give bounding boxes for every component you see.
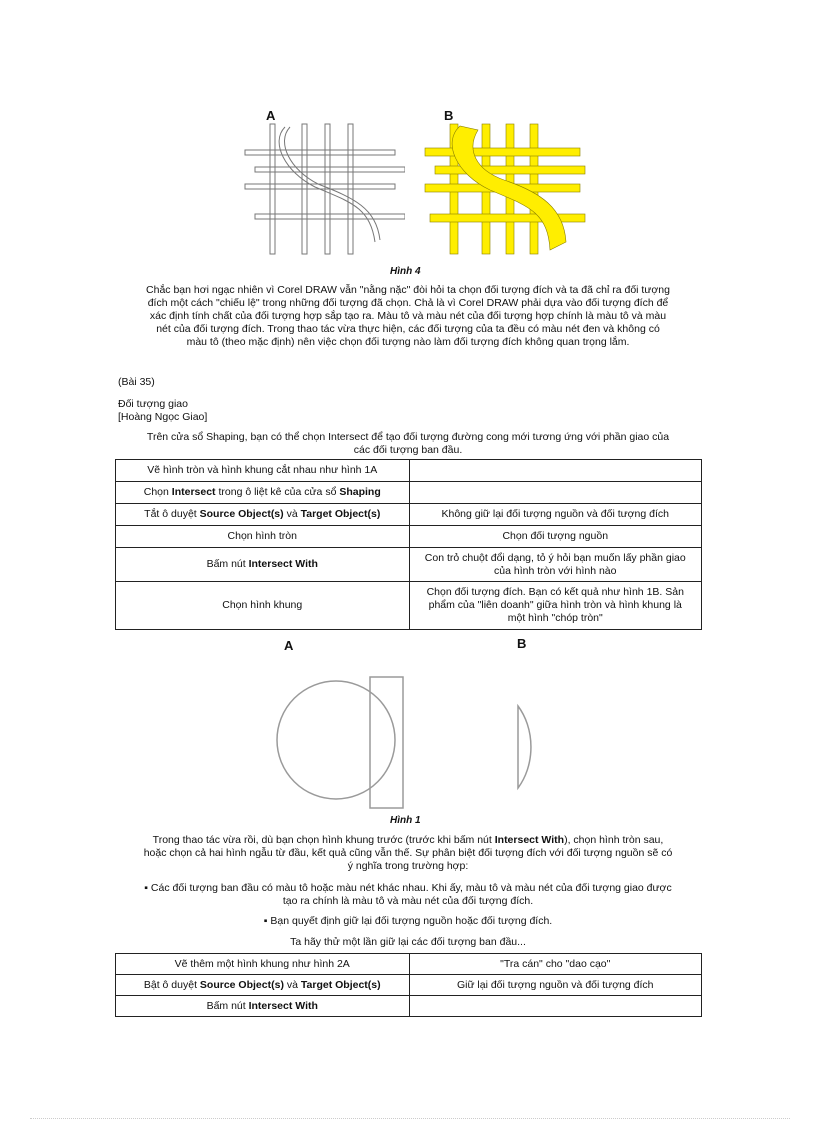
table-cell [116, 482, 410, 504]
cell-bold-text: Intersect With [248, 558, 318, 570]
table-cell [116, 996, 410, 1017]
table-cell: Vẽ thêm một hình khung như hình 2A [116, 954, 410, 975]
cell-text: Tắt ô duyệt [144, 508, 200, 520]
fig1b-intersection-shape [510, 700, 550, 795]
cell-bold-text: Source Object(s) [199, 978, 284, 991]
cell-bold-text: Shaping [339, 486, 381, 498]
table-cell: Giữ lại đối tượng nguồn và đối tượng đích [409, 975, 702, 996]
cell-line: Con trỏ chuột đổi dạng, tỏ ý hỏi bạn muốn lấy phần giao [424, 551, 686, 564]
fig1-label-a: A [284, 638, 294, 653]
cell-line: phẩm của "liên doanh" giữa hình tròn và hình khung là [428, 599, 682, 611]
paragraph-line: Trên cửa sổ Shaping, bạn có thể chọn Intersect để tạo đối tượng đường cong mới tương ứng với phần giao của [146, 431, 670, 443]
cell-text: trong ô liệt kê của cửa sổ [215, 486, 340, 498]
lesson-number: (Bài 35) [118, 376, 155, 388]
fig4-label-a: A [266, 108, 276, 123]
paragraph-line: ▪ Các đối tượng ban đầu có màu tô hoặc màu nét khác nhau. Khi ấy, màu tô và màu nét của đối tượng giao được [144, 882, 672, 894]
paragraph-line: đích một cách "chiếu lệ" trong những đối tượng đã chọn. Chả là vì Corel DRAW phải dựa vào đối tượng đích để [147, 297, 669, 309]
cell-line: một hình "chóp tròn" [507, 612, 603, 624]
paragraph-line: tạo ra chính là màu tô và màu nét của đối tượng đích. [282, 895, 534, 907]
table-cell: Chọn hình tròn [116, 526, 410, 548]
paragraph-line: xác định tính chất của đối tượng hợp sắp tạo ra. Màu tô và màu nét của đối tượng hợp chính là màu tô và màu [149, 310, 667, 322]
article-title: Đối tượng giao [118, 398, 188, 410]
fig1a-circle-and-frame [270, 668, 420, 813]
cell-text: Bấm nút [206, 558, 249, 570]
cell-text: Bật ô duyệt [143, 978, 200, 991]
fig1-caption: Hình 1 [390, 815, 421, 826]
cell-bold-text: Target Object(s) [300, 508, 381, 520]
table-cell [409, 460, 702, 482]
steps-table-2 [115, 953, 702, 1017]
table-cell [409, 582, 702, 630]
paragraph-line: ý nghĩa trong trường hợp: [347, 860, 469, 872]
paragraph-target-object [118, 284, 698, 349]
page-bottom-divider [30, 1118, 790, 1119]
paragraph-line [118, 834, 698, 847]
table-cell: Không giữ lại đối tượng nguồn và đối tượng đích [409, 504, 702, 526]
cell-text: và [283, 978, 301, 991]
cell-bold-text: Intersect [171, 486, 216, 498]
cell-text: và [283, 508, 301, 520]
fig4-caption: Hình 4 [390, 266, 421, 277]
table-cell [116, 504, 410, 526]
article-author: [Hoàng Ngọc Giao] [118, 411, 208, 423]
table-row [116, 482, 702, 504]
table-row [116, 504, 702, 526]
table-row [116, 996, 702, 1017]
paragraph-line: hoặc chọn cả hai hình ngẫu từ đầu, kết quả cũng vẫn thế. Sự phân biệt đối tượng đích với đối tượng nguồn sẽ có [143, 847, 673, 859]
bullet-item-colors [118, 882, 698, 908]
intro-paragraph [118, 431, 698, 457]
table-row [116, 954, 702, 975]
table-cell: "Tra cán" cho "dao cạo" [409, 954, 702, 975]
table-cell [409, 996, 702, 1017]
cell-bold-text: Source Object(s) [199, 508, 284, 520]
table-cell: Vẽ hình tròn và hình khung cắt nhau như hình 1A [116, 460, 410, 482]
table-cell [116, 548, 410, 582]
cell-text: Chọn [143, 486, 172, 498]
steps-table-1 [115, 459, 702, 630]
fig4a-grid-drawing [240, 122, 405, 262]
table-row [116, 548, 702, 582]
fig4b-grid-drawing [420, 122, 590, 262]
cell-bold-text: Intersect With [248, 999, 318, 1012]
table-row [116, 582, 702, 630]
fig1-label-b: B [517, 636, 527, 651]
bold-text: Intersect With [494, 834, 565, 846]
text: ), chọn hình tròn sau, [564, 834, 664, 846]
paragraph-line: nét của đối tượng đích. Trong thao tác vừa thực hiện, các đối tượng của ta đều có màu nét đen và không có [156, 323, 660, 335]
cell-line: của hình tròn với hình nào [494, 564, 617, 577]
paragraph-line: các đối tượng ban đầu. [353, 444, 463, 456]
cell-text: Bấm nút [206, 999, 249, 1012]
table-row [116, 975, 702, 996]
try-line: Ta hãy thử một lần giữ lại các đối tượng ban đầu... [290, 936, 526, 948]
cell-line: Chọn đối tượng đích. Bạn có kết quả như hình 1B. Sản [426, 586, 684, 598]
table-cell [409, 548, 702, 582]
paragraph-line: màu tô (theo mặc định) nên việc chọn đối tượng nào làm đối tượng đích không quan trọng lắm. [186, 336, 630, 348]
fig4-label-b: B [444, 108, 454, 123]
table-row [116, 526, 702, 548]
table-cell: Chọn đối tượng nguồn [409, 526, 702, 548]
paragraph-target-vs-source [118, 834, 698, 873]
text: Trong thao tác vừa rồi, dù bạn chọn hình khung trước (trước khi bấm nút [152, 834, 495, 846]
table-row [116, 460, 702, 482]
table-cell [409, 482, 702, 504]
table-cell [116, 975, 410, 996]
cell-bold-text: Target Object(s) [300, 978, 381, 991]
bullet-item-keep: ▪ Bạn quyết định giữ lại đối tượng nguồn hoặc đối tượng đích. [263, 915, 553, 927]
paragraph-line: Chắc bạn hơi ngạc nhiên vì Corel DRAW vẫn "nằng nặc" đòi hỏi ta chọn đối tượng đích và ta đã chỉ ra đối tượng [146, 284, 670, 296]
table-cell: Chọn hình khung [116, 582, 410, 630]
